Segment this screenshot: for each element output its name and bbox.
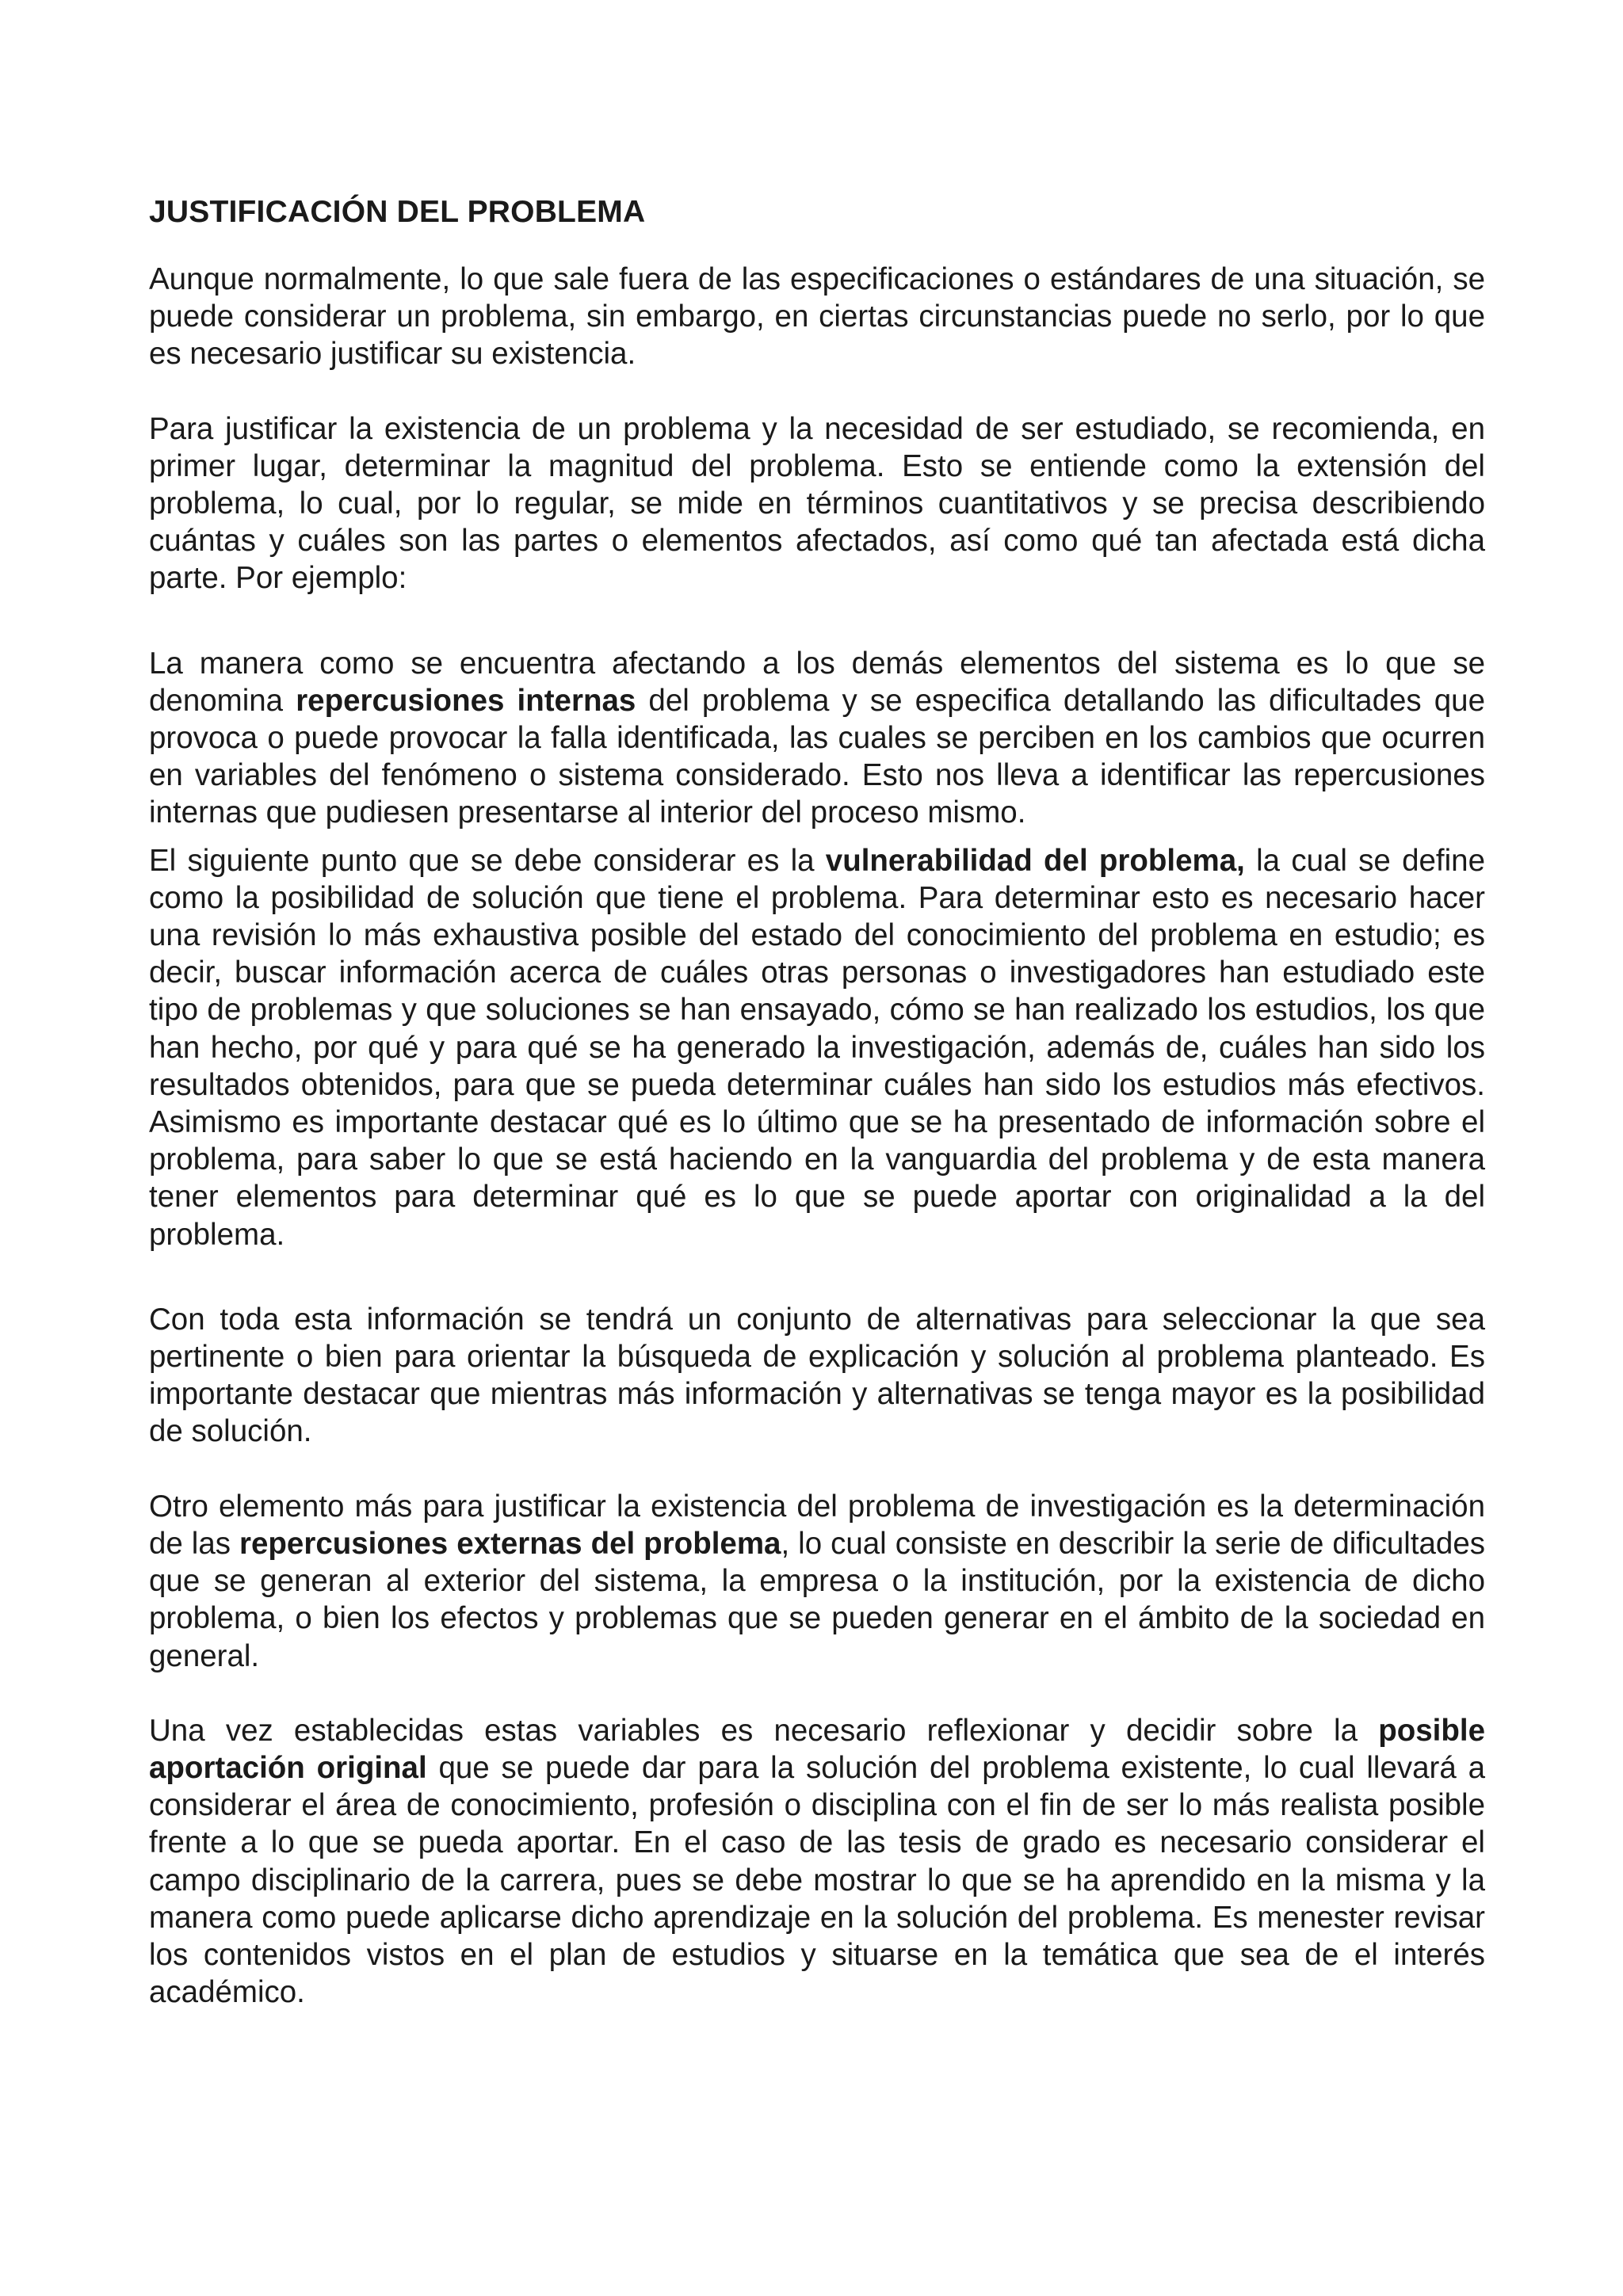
paragraph-repercusiones-externas — [149, 1488, 1485, 1675]
paragraph-repercusiones-internas — [149, 645, 1485, 832]
text-run: El siguiente punto que se debe considerar es la — [149, 843, 826, 878]
text-run: la cual se define como la posibilidad de solución que tiene el problema. Para determinar esto es necesario hacer una revisión lo más exhaustiva posible del estado del conocimiento del problema en estudio; es decir, buscar información acerca de cuáles otras personas o investigadores han estudiado este tipo de problemas y que soluciones se han ensayado, cómo se han realizado los estudios, los que han hecho, por qué y para qué se ha generado la investigación, además de, cuáles han sido los resultados obtenidos, para que se pueda determinar cuáles han sido los estudios más efectivos. Asimismo es importante destacar qué es lo último que se ha presentado de información sobre el problema, para saber lo que se está haciendo en la vanguardia del problema y de esta manera tener elementos para determinar qué es lo que se puede aportar con originalidad a la del problema. — [149, 843, 1485, 1252]
paragraph-vulnerabilidad — [149, 842, 1485, 1253]
text-run: , lo cual consiste en describir la serie de dificultades que se generan al exterior del sistema, la empresa o la institución, por la existencia de dicho problema, o bien los efectos y problemas que se pueden generar en el ámbito de la sociedad en general. — [149, 1526, 1486, 1673]
document-title: JUSTIFICACIÓN DEL PROBLEMA — [149, 195, 646, 229]
text-run: Otro elemento más para justificar la existencia del problema de investigación es la determinación de las — [149, 1489, 1485, 1561]
text-run: del problema y se especifica detallando las dificultades que provoca o puede provocar la falla identificada, las cuales se perciben en los cambios que ocurren en variables del fenómeno o sistema considerado. Esto nos lleva a identificar las repercusiones internas que pudiesen presentarse al interior del proceso mismo. — [149, 683, 1486, 830]
bold-term-repercusiones-internas: repercusiones internas — [296, 683, 636, 718]
bold-term-vulnerabilidad: vulnerabilidad del problema, — [825, 843, 1245, 878]
paragraph-aportacion-original — [149, 1712, 1485, 2012]
document-page — [149, 194, 1485, 2011]
text-run: La manera como se encuentra afectando a los demás elementos del sistema es lo que se denomina — [149, 646, 1485, 718]
text-run: Una vez establecidas estas variables es necesario reflexionar y decidir sobre la — [149, 1713, 1379, 1748]
paragraph-alternativas: Con toda esta información se tendrá un conjunto de alternativas para seleccionar la que sea pertinente o bien para orientar la búsqueda de explicación y solución al problema planteado. Es importante destacar que mientras más información y alternativas se tenga mayor es la posibilidad de solución. — [149, 1302, 1485, 1449]
text-run: que se puede dar para la solución del problema existente, lo cual llevará a considerar el área de conocimiento, profesión o disciplina con el fin de ser lo más realista posible frente a lo que se pueda aportar. En el caso de las tesis de grado es necesario considerar el campo disciplinario de la carrera, pues se debe mostrar lo que se ha aprendido en la misma y la manera como puede aplicarse dicho aprendizaje en la solución del problema. Es menester revisar los contenidos vistos en el plan de estudios y situarse en la temática que sea de el interés académico. — [149, 1750, 1485, 2010]
bold-term-repercusiones-externas: repercusiones externas del problema — [239, 1526, 781, 1561]
paragraph-intro: Aunque normalmente, lo que sale fuera de las especificaciones o estándares de una situación, se puede considerar un problema, sin embargo, en ciertas circunstancias puede no serlo, por lo que es necesario justificar su existencia. — [149, 262, 1485, 372]
paragraph-magnitud: Para justificar la existencia de un problema y la necesidad de ser estudiado, se recomienda, en primer lugar, determinar la magnitud del problema. Esto se entiende como la extensión del problema, lo cual, por lo regular, se mide en términos cuantitativos y se precisa describiendo cuántas y cuáles son las partes o elementos afectados, así como qué tan afectada está dicha parte. Por ejemplo: — [149, 411, 1485, 596]
bold-term-aportacion-original: posible aportación original — [149, 1713, 1485, 1785]
